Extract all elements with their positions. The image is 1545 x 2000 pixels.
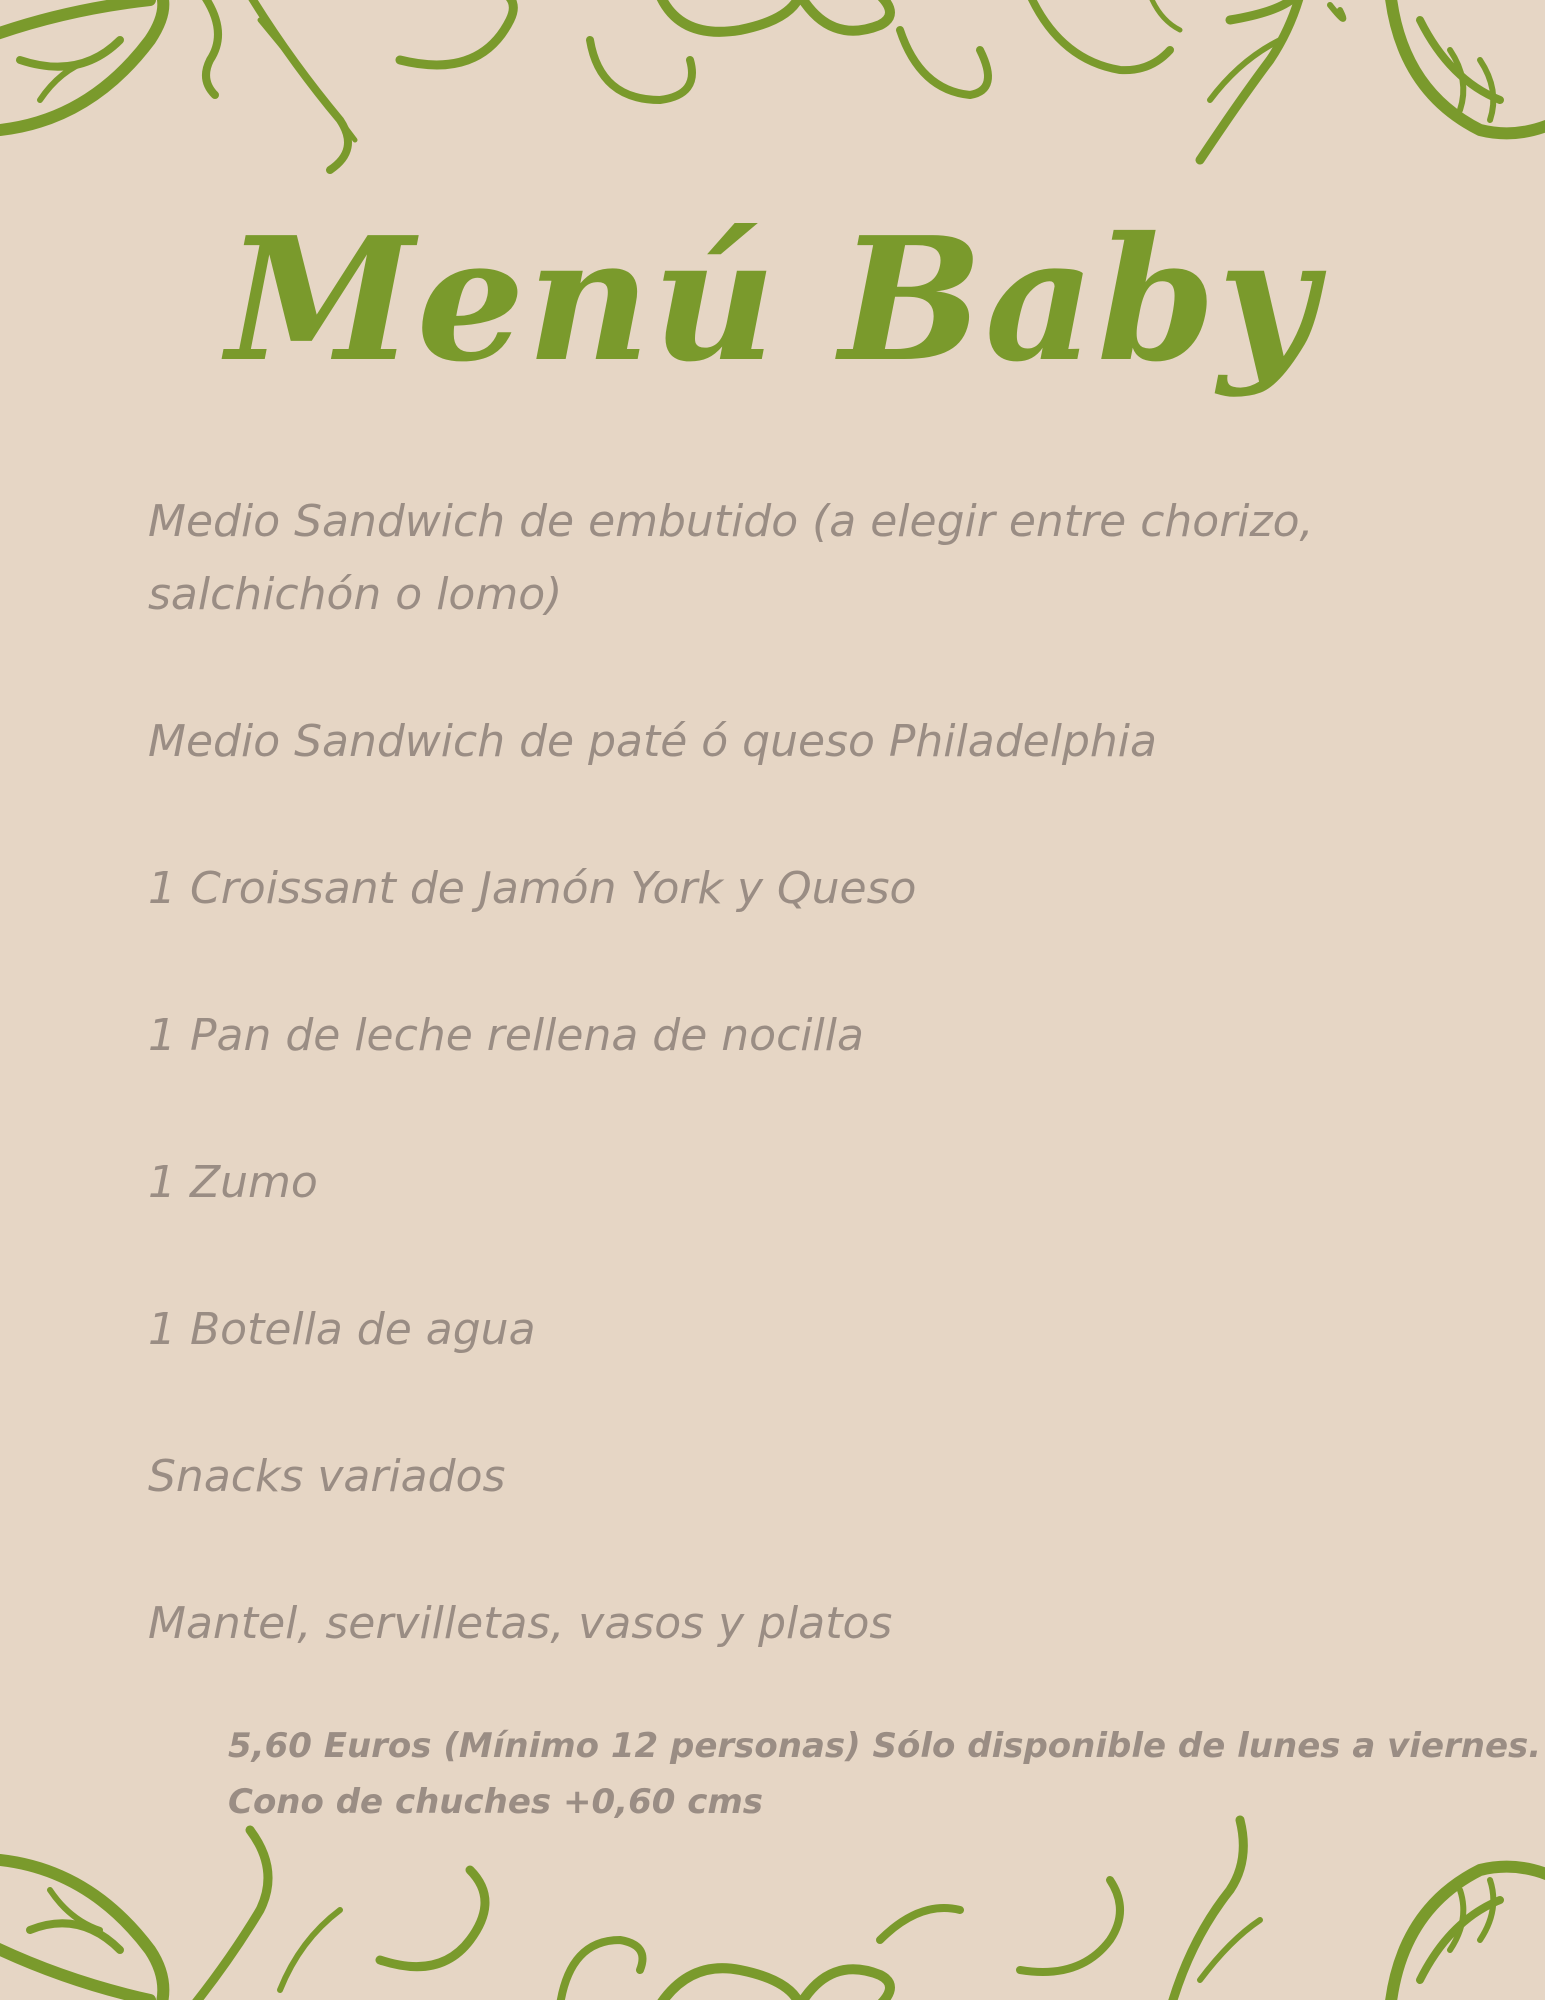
menu-item: 1 Botella de agua: [148, 1304, 536, 1355]
menu-items-list: [148, 485, 1448, 1734]
extra-line: Cono de chuches +0,60 cms: [228, 1782, 764, 1822]
menu-item: 1 Pan de leche rellena de nocilla: [148, 1010, 864, 1061]
menu-item: Medio Sandwich de paté ó queso Philadelphia: [148, 716, 1157, 767]
menu-item: Mantel, servilletas, vasos y platos: [148, 1598, 893, 1649]
menu-item: Snacks variados: [148, 1451, 506, 1502]
leaf-vine-icon: [0, 0, 1545, 200]
menu-item: Medio Sandwich de embutido (a elegir entre chorizo, salchichón o lomo): [148, 496, 1314, 620]
leaf-vine-icon: [0, 1800, 1545, 2000]
menu-item: 1 Zumo: [148, 1157, 318, 1208]
top-leaf-border: [0, 0, 1545, 200]
menu-title: Menú Baby: [226, 200, 1319, 400]
bottom-leaf-border: [0, 1800, 1545, 2000]
menu-item: 1 Croissant de Jamón York y Queso: [148, 863, 917, 914]
price-line: 5,60 Euros (Mínimo 12 personas) Sólo disponible de lunes a viernes.: [228, 1726, 1542, 1766]
